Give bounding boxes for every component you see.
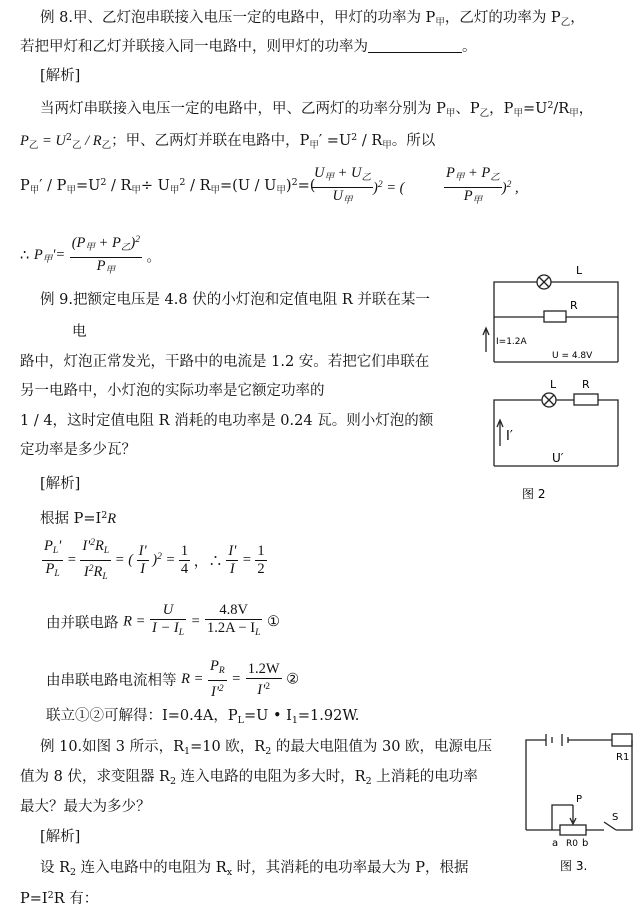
ex10-line2: 值为 8 伏，求变阻器 $R_2$ 连入电路的电阻为多大时，$R_2$ 上消耗的电功率 [20,769,478,787]
fig3-label-S: S [612,812,619,823]
ex10-analysis: [解析] [40,829,81,845]
ex8-analysis-line1: 当两灯串联接入电压一定的电路中，甲、乙两灯的功率分别为 $P_甲$、$P_乙$，$P_甲=U^2/R_甲$， [40,100,594,119]
fig1-label-L: L [576,264,583,277]
ex8-analysis-line3: $P_甲' / P_甲=U^2 / R_甲\div U_甲^2 / R_甲=(U / U_甲)^2=$( [20,177,316,196]
fig2-label-L: L [550,378,557,391]
fig2-caption: 图 2 [522,487,546,501]
ex10-line3: 最大？最大为多少？ [20,799,151,815]
ex10-line4: 设 $R_2$ 连入电路中的电阻为 $R_x$ 时，其消耗的电功率最大为 P，根据 [40,860,469,878]
figure-3-circuit [516,730,636,880]
fig2-label-R: R [582,378,590,391]
figure-1-circuit [482,262,632,372]
fig2-voltage: U′ [552,451,564,465]
ex9-parallel: 由并联电路 R = $\frac{U}{I - I_L}$ = $\frac{4.8V}{1.2A - I_L}$ ① [46,602,280,642]
ex9-solve: 联立①②可解得：I=0.4A，$P_L=U$ • $I_1=1.92W$. [46,708,360,726]
ex9-line3: 另一电路中，小灯泡的实际功率是它额定功率的 [20,383,325,399]
fig2-current: I′ [506,429,513,444]
fig3-label-P: P [576,794,583,805]
ex9-basis: 根据 $P=I^2R$ [40,510,117,527]
figure-2-circuit [482,376,632,506]
ex9-line4: 1 / 4，这时定值电阻 R 消耗的电功率是 0.24 瓦。则小灯泡的额 [20,413,434,429]
fig1-label-R: R [570,299,578,312]
fig3-label-R1: R1 [616,752,630,763]
ex9-line5: 定功率是多少瓦？ [20,442,136,458]
fig3-rheostat-R0 [560,825,586,835]
ex10-line5: $P=I^2R$ 有： [20,890,99,907]
ex8-fraction-U: $\frac{U_甲 + U_乙}{U_甲}$ )$^2$ = ( [312,165,405,210]
answer-blank[interactable] [368,38,462,53]
fig3-caption: 图 3. [560,859,588,873]
ex9-line1b: 电 [72,324,87,340]
fig3-label-b: b [582,838,589,849]
fig3-resistor-R1 [612,734,632,746]
fig1-wire-left [494,282,537,362]
fig3-label-a: a [552,838,559,849]
fig1-current: I=1.2A [496,337,527,347]
fig2-resistor [574,394,598,405]
fig3-switch [604,822,616,830]
ex8-analysis-line2: $P_乙 = U^2_乙 / R_乙$；甲、乙两灯并联在电路中，$P_甲' =U^2 / R_甲$。所以 [20,132,436,151]
fig1-voltage: U = 4.8V [552,351,593,361]
ex8-fraction-P: $\frac{P_甲 + P_乙}{P_甲}$ )$^2$ , [444,165,519,210]
ex9-ratio: $\frac{P_L'}{P_L}$ = $\frac{I'^2R_L}{I^2R_L}$ = ( $\frac{I'}{I}$ )$^2$ = $\frac{1}{4}$ ，∴ $\frac{I'}{I}$ = $\frac{1}{2}$ [42,535,267,586]
ex8-result: ∴ $P_甲'=$ $\frac{(P_甲 + P_乙)^2}{P_甲}$ 。 [20,232,161,280]
fig3-label-R0: R0 [566,839,578,849]
ex9-analysis: [解析] [40,476,81,492]
ex8-line2: 若把甲灯和乙灯并联接入同一电路中，则甲灯的功率为 。 [20,39,477,55]
ex9-series: 由串联电路电流相等 R = $\frac{P_R}{I'^2}$ = $\frac{1.2W}{I'^2}$ ② [46,658,300,700]
ex8-line1: 例 8.甲、乙灯泡串联接入电压一定的电路中，甲灯的功率为 $P_甲$，乙灯的功率为 $P_乙$， [40,10,585,28]
ex8-analysis: [解析] [40,68,81,84]
ex9-line1: 例 9.把额定电压是 4.8 伏的小灯泡和定值电阻 R 并联在某一 [40,292,430,308]
ex9-line2: 路中，灯泡正常发光，干路中的电流是 1.2 安。若把它们串联在 [20,354,430,370]
ex10-line1: 例 10.如图 3 所示，$R_1=10$ 欧，$R_2$ 的最大电阻值为 30 欧，电源电压 [40,739,493,757]
fig1-resistor [544,311,566,322]
